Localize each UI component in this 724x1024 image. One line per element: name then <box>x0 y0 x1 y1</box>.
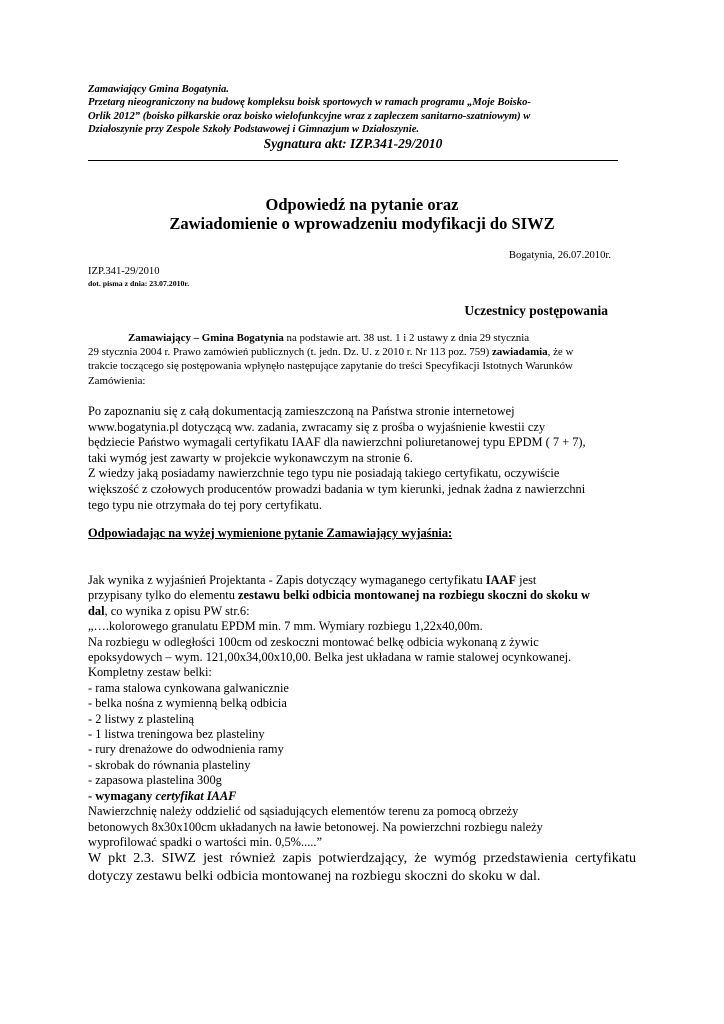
question-line: tego typu nie otrzymała do tej pory certyfikatu. <box>88 497 322 512</box>
list-item: - belka nośna z wymienną belką odbicia <box>88 696 287 711</box>
answer-text: , co wynika z opisu PW str.6: <box>104 603 250 618</box>
answer-text: Kompletny zestaw belki: <box>88 665 212 680</box>
list-item: - 1 listwa treningowa bez plasteliny <box>88 727 265 742</box>
intro-text: trakcie toczącego się postępowania wpłynęło następujące zapytanie do treści Specyfikacji Istotnych Warunków <box>88 360 573 373</box>
list-item: - rama stalowa cynkowana galwanicznie <box>88 680 289 695</box>
intro-bold: zawiadamia <box>491 346 548 359</box>
question-line: www.bogatynia.pl dotyczącą ww. zadania, zwracamy się z prośba o wyjaśnienie kwestii czy <box>88 419 546 434</box>
document-title-line2: Zawiadomienie o wprowadzeniu modyfikacji do SIWZ <box>169 214 555 233</box>
intro-text: 29 stycznia 2004 r. Prawo zamówień publicznych (t. jedn. Dz. U. z 2010 r. Nr 113 poz. 759) <box>88 346 492 359</box>
header-line: Zamawiający Gmina Bogatynia. <box>88 84 229 95</box>
answer-text: betonowych 8x30x100cm układanych na ławie betonowej. Na powierzchni rozbiegu należy <box>88 819 543 834</box>
recipient: Uczestnicy postępowania <box>464 303 608 318</box>
answer-text: Jak wynika z wyjaśnień Projektanta - Zapis dotyczący wymaganego certyfikatu <box>88 573 486 587</box>
answer-bold: - wymagany <box>88 788 156 803</box>
list-item: - rury drenażowe do odwodnienia ramy <box>88 742 284 757</box>
header-divider <box>88 160 618 161</box>
answer-text: przypisany tylko do elementu <box>88 588 239 603</box>
answer-bold: dal <box>88 603 105 618</box>
question-line: Z wiedzy jaką posiadamy nawierzchnie tego typu nie posiadają takiego certyfikatu, oczywiście <box>88 466 560 481</box>
document-date: Bogatynia, 26.07.2010r. <box>508 250 611 261</box>
question-line: Po zapoznaniu się z całą dokumentacją zamieszczoną na Państwa stronie internetowej <box>88 404 515 418</box>
header-line: Działoszynie przy Zespole Szkoły Podstawowej i Gimnazjum w Działoszynie. <box>88 123 420 135</box>
answer-body <box>88 573 636 885</box>
case-signature: Sygnatura akt: IZP.341-29/2010 <box>263 136 443 152</box>
closing-paragraph: W pkt 2.3. SIWZ jest również zapis potwierdzający, że wymóg przedstawienia certyfikatu dotyczy zestawu belki odbicia montowanej na rozbiegu skoczni do skoku w dal. <box>88 850 636 884</box>
answer-text: „….kolorowego granulatu EPDM min. 7 mm. Wymiary rozbiegu 1,22x40,00m. <box>88 619 483 634</box>
intro-text: , że w <box>547 346 574 359</box>
document-header <box>88 83 618 152</box>
answer-bold: IAAF <box>485 573 517 587</box>
document-title-line1: Odpowiedź na pytanie oraz <box>265 195 459 214</box>
list-item: - skrobak do równania plasteliny <box>88 757 251 772</box>
answer-text: wyprofilować spadki o wartości min. 0,5%.....” <box>88 834 322 849</box>
answer-bold-italic: certyfikat IAAF <box>155 788 237 803</box>
intro-text: na podstawie art. 38 ust. 1 i 2 ustawy z dnia 29 stycznia <box>283 332 530 344</box>
list-item: - 2 listwy z plasteliną <box>88 711 194 726</box>
answer-text: jest <box>516 573 537 587</box>
answer-text: epoksydowych – wym. 121,00x34,00x10,00. Belka jest układana w ramie stalowej ocynkowanej. <box>88 650 572 665</box>
answer-bold: zestawu belki odbicia montowanej na rozbiegu skoczni do skoku w <box>238 588 590 603</box>
intro-text: Zamówienia: <box>88 374 146 387</box>
answer-text: Nawierzchnię należy oddzielić od sąsiadujących elementów terenu za pomocą obrzeży <box>88 804 519 819</box>
answer-text: Na rozbiegu w odległości 100cm od zeskoczni montować belkę odbicia wykonaną z żywic <box>88 634 539 649</box>
question-paragraph <box>88 404 636 513</box>
answer-heading: Odpowiadając na wyżej wymienione pytanie Zamawiający wyjaśnia: <box>88 526 453 540</box>
list-item: - zapasowa plastelina 300g <box>88 773 222 788</box>
reference-letter: dot. pisma z dnia: 23.07.2010r. <box>88 279 190 288</box>
reference-block <box>88 266 189 290</box>
intro-bold: Zamawiający – Gmina Bogatynia <box>128 332 284 344</box>
reference-number: IZP.341-29/2010 <box>88 266 160 277</box>
header-line: Przetarg nieograniczony na budowę kompleksu boisk sportowych w ramach programu „Moje Boisko- <box>88 97 531 109</box>
header-line: Orlik 2012” (boisko piłkarskie oraz boisko wielofunkcyjne wraz z zapleczem sanitarno-szatniowym) w <box>88 110 531 122</box>
intro-paragraph <box>88 331 636 388</box>
question-line: będziecie Państwo wymagali certyfikatu IAAF dla nawierzchni poliuretanowej typu EPDM ( 7 + 7), <box>88 435 586 450</box>
question-line: taki wymóg jest zawarty w projekcie wykonawczym na stronie 6. <box>88 450 413 465</box>
question-line: większość z czołowych producentów prowadzi badania w tym kierunki, jednak żadna z nawierzchni <box>88 481 586 496</box>
